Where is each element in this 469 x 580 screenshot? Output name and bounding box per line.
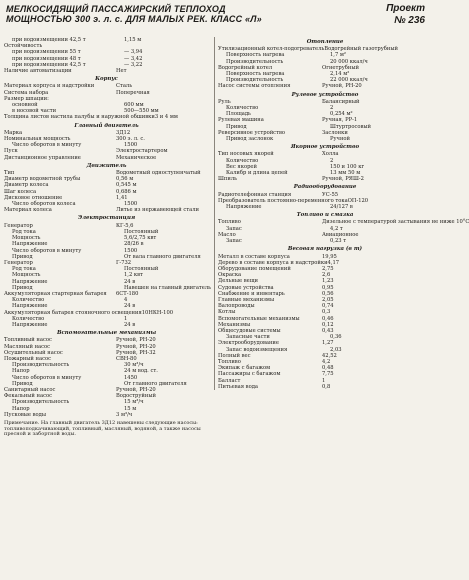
spec-row (218, 238, 432, 244)
spec-value: 0,95 (322, 284, 334, 291)
spec-key: Оборудование помещений (218, 265, 291, 272)
spec-key: в носовой части (12, 108, 57, 115)
spec-value: — 3,22 (124, 61, 143, 68)
spec-key: Количество (226, 105, 259, 112)
left-column (4, 37, 209, 438)
spec-value: Сталь (116, 83, 133, 90)
spec-value: Водогрейный газотрубный (324, 46, 398, 53)
spec-key: Судовые устройства (218, 284, 274, 291)
section-heading: Рулевое устройство (291, 91, 359, 98)
spec-value: Водометный одноступенчатый (116, 170, 201, 177)
spec-key: Число оборотов в минуту (12, 142, 82, 149)
spec-value: Ручной, РН-20 (116, 343, 156, 350)
spec-value: Ручной, РЯШ-2 (322, 176, 364, 183)
spec-value: 0,56 (322, 290, 334, 297)
spec-key: Мощность (12, 235, 41, 242)
spec-value: 1500 (124, 247, 138, 254)
spec-value: УС-55 (322, 191, 339, 198)
spec-value: Механическое (116, 154, 157, 161)
spec-key: Котлы (218, 309, 236, 316)
spec-key: Радиотелефонная станция (218, 191, 292, 198)
spec-row (218, 204, 432, 210)
spec-value: Поперечная (116, 89, 150, 96)
spec-key: Генератор (4, 259, 33, 266)
spec-key: Напор (12, 368, 30, 375)
spec-value: 0,48 (322, 365, 334, 372)
spec-key: Общесудовые системы (218, 327, 281, 334)
spec-key: Номинальная мощность (4, 136, 71, 143)
spec-key: Количество (12, 315, 45, 322)
spec-key: Напряжение (12, 303, 48, 310)
spec-value: Огнетрубный (322, 64, 359, 71)
spec-key: при водоизмещении 42,5 т (12, 61, 86, 68)
section-heading: Вспомогательные механизмы (56, 330, 157, 337)
spec-value: 3 и 4 мм (154, 114, 178, 121)
spec-key: Тип (4, 170, 15, 177)
spec-key: Топливо (218, 358, 241, 365)
spec-key: Осушительный насос (4, 349, 63, 356)
spec-value: 15 м³/ч (124, 399, 144, 406)
spec-key: Экипаж с багажом (218, 365, 271, 372)
spec-value: 20 000 ккал/ч (330, 58, 368, 65)
spec-value: Ручной, РН-20 (116, 386, 156, 393)
spec-value: 1,7 м² (330, 52, 347, 59)
section-heading: Главный двигатель (74, 122, 139, 129)
spec-row (4, 322, 209, 328)
spec-value: 7,75 (322, 371, 334, 378)
spec-key: Преобразователь постоянно-переменного тока (218, 197, 348, 204)
spec-key: Реверсивное устройство (218, 129, 286, 136)
spec-value: 5,6/2,75 квт (124, 235, 157, 242)
spec-row (4, 155, 209, 161)
spec-key: Пусковые воды (4, 411, 46, 418)
spec-value: 1 (322, 377, 326, 384)
spec-key: Масляный насос (4, 343, 51, 350)
spec-row (4, 68, 209, 74)
spec-value: 0,23 т (330, 238, 347, 245)
spec-value: Ручной, РН-20 (116, 337, 156, 344)
spec-value: 2,05 (322, 296, 334, 303)
spec-value: 1,41 (116, 194, 128, 201)
spec-key: Запас (226, 225, 242, 232)
spec-value: 0,36 (330, 334, 342, 341)
spec-value: Заслонки (322, 129, 348, 136)
spec-value: 4 (124, 297, 128, 304)
section-heading: Отопление (306, 39, 344, 45)
spec-value: 4,17 (327, 259, 340, 266)
spec-row (4, 114, 209, 120)
spec-key: Тип носовых якорей (218, 151, 274, 158)
spec-key: Калибр и длина цепей (226, 170, 288, 177)
spec-key: Главные механизмы (218, 296, 275, 303)
spec-value: От главного двигателя (124, 380, 187, 387)
spec-value: 2 (330, 157, 334, 164)
spec-key: Напор (12, 405, 30, 412)
spec-value: 500—550 мм (124, 108, 159, 115)
spec-key: Валопроводы (218, 303, 255, 310)
spec-key: Привод (12, 284, 33, 291)
spec-key: Материал корпуса и надстройки (4, 83, 95, 90)
spec-value: 0,74 (322, 303, 334, 310)
spec-value: 4,2 т (330, 225, 343, 232)
spec-key: Дельные вещи (218, 278, 258, 285)
spec-value: 19,95 (322, 253, 337, 260)
spec-key: Пассажиры с багажом (218, 371, 281, 378)
spec-value: 24 в (124, 303, 136, 310)
spec-value: 2,6 (322, 272, 331, 279)
spec-key: Аккумуляторная батарея стояночного освещения (4, 309, 142, 316)
spec-key: при водоизмещении 42,5 т (12, 37, 86, 43)
spec-key: Запас (226, 238, 242, 245)
spec-key: Топливный насос (4, 337, 52, 344)
spec-value: КГ-5,6 (116, 222, 134, 229)
spec-value: 300 э. л. с. (116, 136, 145, 143)
spec-key: Толщина листов настила палубы и наружной обшивки (4, 114, 155, 121)
title-line-2: МОЩНОСТЬЮ 300 э. л. с. ДЛЯ МАЛЫХ РЕК. КЛАСС «Л» (6, 14, 262, 24)
spec-value: 0,46 (322, 315, 334, 322)
spec-key: Балласт (218, 377, 241, 384)
spec-value: — 3,94 (124, 49, 143, 56)
spec-value: Литье из нержавеющей стали (116, 207, 199, 214)
spec-key: при водоизмещении 55 т (12, 49, 81, 56)
spec-key: Количество (12, 297, 45, 304)
spec-value: 2,75 (322, 265, 334, 272)
spec-value: 1,23 (322, 278, 334, 285)
spec-row (4, 412, 209, 418)
spec-value: 22 000 ккал/ч (330, 77, 368, 84)
spec-value: 1,27 (322, 340, 334, 347)
spec-row (4, 207, 209, 213)
spec-value: Ручная, РР-1 (322, 117, 358, 124)
spec-key: Поверхность нагрева (226, 52, 285, 59)
spec-key: Производительность (226, 77, 284, 84)
spec-key: Металл в составе корпуса (218, 253, 290, 260)
spec-key: Запас водоизмещения (226, 346, 288, 353)
spec-value: 0,43 (322, 327, 334, 334)
spec-key: Производительность (12, 399, 70, 406)
spec-value: 2,14 м² (330, 71, 350, 78)
spec-row (218, 384, 432, 390)
spec-key: Шпиль (218, 176, 237, 183)
spec-key: Привод (226, 123, 247, 130)
section-heading: Весовая нагрузка (в т) (287, 246, 363, 253)
spec-value: 0,56 м (116, 176, 134, 183)
spec-value: Авиационное (322, 231, 359, 238)
spec-key: Число оборотов в минуту (12, 374, 82, 381)
spec-value: Электростартером (116, 148, 168, 155)
spec-key: основной (12, 102, 38, 109)
spec-value: 4,2 (322, 358, 331, 365)
spec-key: Пожарный насос (4, 355, 52, 362)
spec-value: 0,254 м² (330, 111, 353, 118)
spec-value: Ручной (330, 136, 351, 143)
spec-key: Марка (4, 129, 23, 136)
project-number: № 236 (394, 15, 425, 26)
spec-value: 30 м³/ч (124, 362, 144, 369)
spec-value: От вала главного двигателя (124, 253, 201, 260)
spec-key: Пуск (4, 148, 18, 155)
spec-key: Генератор (4, 222, 33, 229)
spec-value: 24 в (124, 278, 136, 285)
title-line-1: МЕЛКОСИДЯЩИЙ ПАССАЖИРСКИЙ ТЕПЛОХОД (6, 4, 226, 14)
spec-key: Санитарный насос (4, 386, 56, 393)
spec-key: Материал колеса (4, 207, 52, 214)
spec-value: 1,2 квт (124, 272, 143, 279)
section-heading: Топливо и смазка (296, 212, 354, 219)
spec-key: Насос системы отопления (218, 83, 291, 90)
spec-key: Напряжение (12, 241, 48, 248)
spec-key: Аккумуляторная стартерная батарея (4, 290, 107, 297)
spec-key: Фекальный насос (4, 393, 53, 400)
spec-row (218, 176, 432, 182)
spec-key: Мощность (12, 272, 41, 279)
spec-value: 1500 (124, 142, 138, 149)
spec-value: 10НКН-100 (141, 309, 174, 316)
spec-value: — 3,42 (124, 55, 143, 62)
spec-key: Диаметр водометной трубы (4, 176, 81, 183)
spec-value: 24 м вод. ст. (124, 368, 158, 375)
spec-value: 1 (124, 315, 128, 322)
spec-key: Напряжение (226, 204, 262, 211)
project-word: Проект (386, 3, 425, 14)
spec-value: Постоянный (124, 228, 159, 235)
spec-key: Дерево в составе корпуса и надстройки (218, 259, 328, 266)
spec-key: Диаметр колеса (4, 182, 49, 189)
right-column (214, 37, 469, 390)
spec-value: 150 и 100 кг (330, 163, 365, 170)
spec-value: 0,3 (322, 309, 331, 316)
section-heading: Якорное устройство (290, 144, 360, 151)
spec-key: Количество (226, 157, 259, 164)
spec-key: Запасные части (226, 334, 270, 341)
spec-value: Балансирный (322, 98, 360, 105)
spec-key: Род тока (12, 266, 36, 273)
section-heading: Движитель (86, 162, 127, 169)
spec-value: ОП-120 (347, 197, 369, 204)
spec-row (218, 136, 432, 142)
spec-key: Остойчивость (4, 43, 43, 50)
section-heading: Радиооборудование (293, 184, 357, 191)
spec-key: Напряжение (12, 278, 48, 285)
spec-value: 42,52 (322, 352, 337, 359)
spec-value: СВН-80 (116, 355, 137, 362)
spec-key: Масло (218, 231, 236, 238)
spec-value: 24 в (124, 321, 136, 328)
spec-value: Дизельное с температурой застывания не ниже 10°С (322, 219, 469, 226)
spec-value: Ручной, РН-20 (322, 83, 362, 90)
spec-key: Окраска (218, 272, 242, 279)
spec-key: Рулевая машина (218, 117, 264, 124)
spec-key: Привод (12, 380, 33, 387)
spec-value: Ручной, РН-32 (116, 349, 156, 356)
spec-value: 3 м³/ч (116, 411, 133, 418)
spec-key: Электрооборудование (218, 340, 279, 347)
spec-key: Топливо (218, 219, 241, 226)
spec-key: Вспомогательные механизмы (218, 315, 300, 322)
spec-value: Водоструйный (116, 393, 156, 400)
spec-key: Механизмы (218, 321, 251, 328)
spec-key: Род тока (12, 228, 36, 235)
section-heading: Электростанция (77, 215, 136, 222)
spec-value: 0,8 (322, 383, 331, 390)
spec-key: Наличие автоматизации (4, 68, 72, 75)
spec-value: 6СТ-180 (116, 290, 139, 297)
spec-value: 0,686 м (116, 188, 137, 195)
spec-key: Площадь (226, 111, 251, 118)
spec-key: Производительность (226, 58, 284, 65)
spec-key: Число оборотов колеса (12, 201, 76, 208)
spec-value: 24/127 в (330, 204, 353, 211)
spec-value: Г-732 (116, 259, 132, 266)
spec-key: Производительность (12, 362, 70, 369)
document-title (6, 4, 306, 24)
spec-key: Система набора (4, 89, 49, 96)
spec-value: 3Д12 (116, 129, 131, 136)
spec-value: 600 мм (124, 102, 144, 109)
spec-key: Дистанционное управление (4, 154, 81, 161)
spec-row (218, 83, 432, 89)
spec-key: Питьевая вода (218, 383, 259, 390)
spec-value: Постоянный (124, 266, 159, 273)
spec-key: Напряжение (12, 321, 48, 328)
spec-key: Привод (12, 253, 33, 260)
spec-value: Штуртросовый (330, 123, 372, 130)
spec-value: Навешен на главный двигатель (124, 284, 211, 291)
spec-value: 1500 (124, 201, 138, 208)
spec-value: Нет (116, 68, 127, 75)
spec-key: Поверхность нагрева (226, 71, 285, 78)
section-heading: Корпус (95, 76, 118, 83)
spec-value: 1450 (124, 374, 138, 381)
spec-value: 1,15 м (124, 37, 142, 43)
spec-key: при водоизмещении 48 т (12, 55, 81, 62)
project-label (335, 3, 425, 27)
spec-value: 2,03 (330, 346, 342, 353)
spec-key: Водогрейный котел (218, 64, 273, 71)
spec-value: 13 мм 50 м (330, 170, 361, 177)
spec-value: 15 м (124, 405, 137, 412)
spec-value: 0,12 (322, 321, 334, 328)
spec-value: 0,545 м (116, 182, 137, 189)
spec-key: Вес якорей (226, 163, 257, 170)
spec-key: Размер шпации: (4, 95, 49, 102)
spec-key: Руль (218, 98, 231, 105)
spec-key: Число оборотов в минуту (12, 247, 82, 254)
footnote: Примечание. На главный двигатель 3Д12 навешены следующие насосы: топливоподкачивающий, топливный, масляный, водяной, а также насосы пресной и забортной воды. (4, 419, 201, 438)
spec-value: 2 (330, 105, 334, 112)
spec-key: Привод заслонок (226, 136, 274, 143)
spec-value: 28/26 в (124, 241, 144, 248)
spec-key: Утилизационный котел-подогреватель (218, 46, 325, 53)
spec-value: Холла (322, 151, 339, 158)
spec-key: Дисковое отношение (4, 194, 63, 201)
spec-key: Полный вес (218, 352, 251, 359)
spec-key: Снабжение и инвентарь (218, 290, 285, 297)
spec-key: Шаг колеса (4, 188, 37, 195)
